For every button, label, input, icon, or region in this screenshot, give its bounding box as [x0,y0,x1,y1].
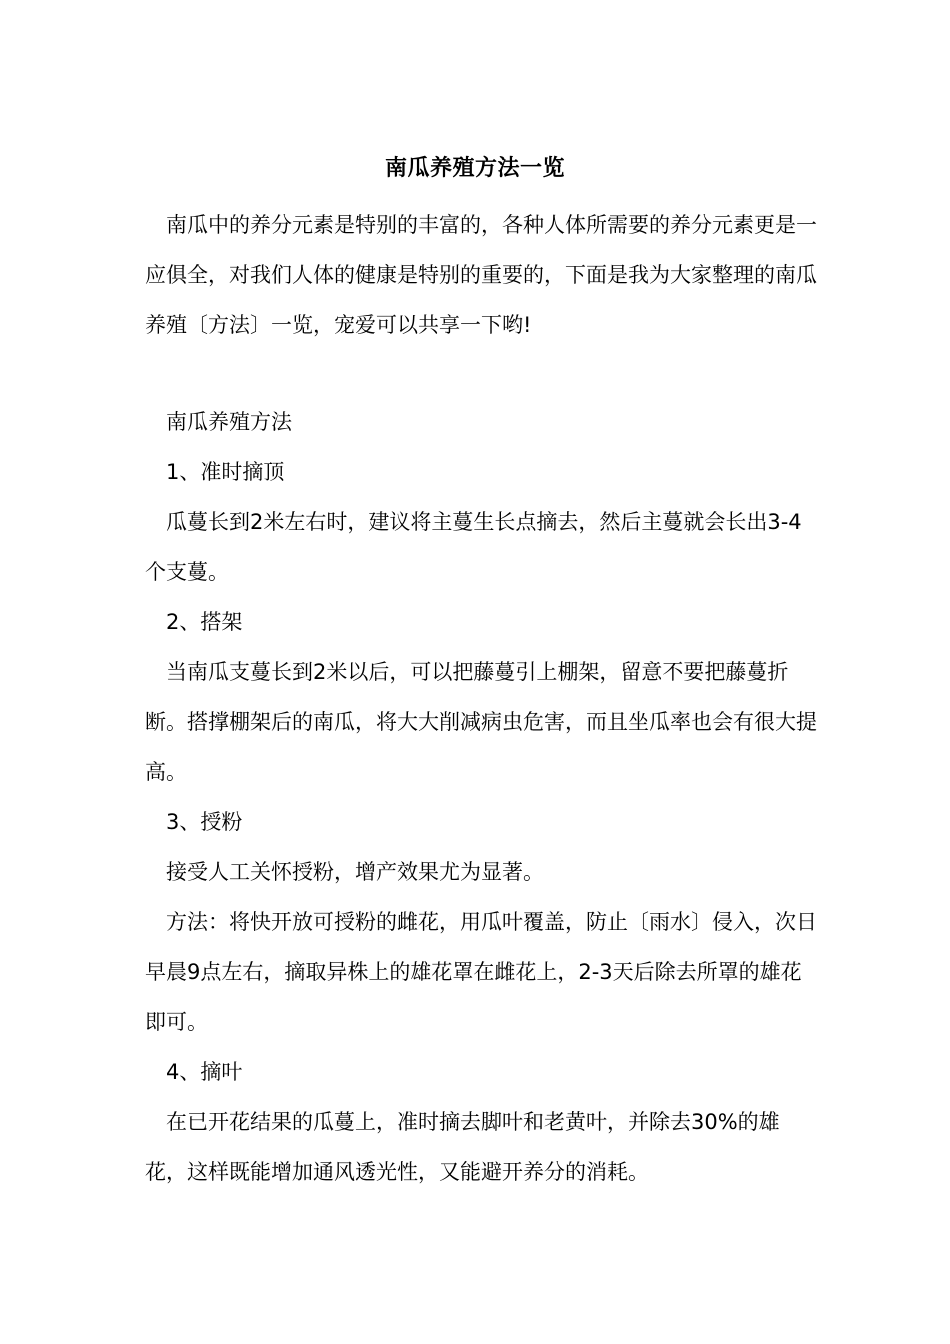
section-paragraph-3a [145,847,817,897]
section-heading-text: 3、授粉 [166,810,243,834]
section-paragraph-1 [145,497,817,597]
intro-text: 南瓜中的养分元素是特别的丰富的，各种人体所需要的养分元素更是一应俱全，对我们人体的健康是特别的重要的，下面是我为大家整理的南瓜养殖〔方法〕一览，宠爱可以共享一下哟! [145,213,817,337]
paragraph-text: 在已开花结果的瓜蔓上，准时摘去脚叶和老黄叶，并除去30%的雄花，这样既能增加通风透光性，又能避开养分的消耗。 [145,1110,780,1184]
paragraph-text: 当南瓜支蔓长到2米以后，可以把藤蔓引上棚架，留意不要把藤蔓折断。搭撑棚架后的南瓜，将大大削减病虫危害，而且坐瓜率也会有很大提高。 [145,660,817,784]
document-title: 南瓜养殖方法一览 [384,156,565,181]
section-heading-3 [145,797,817,847]
section-heading-text: 4、摘叶 [166,1060,243,1084]
paragraph-text: 瓜蔓长到2米左右时，建议将主蔓生长点摘去，然后主蔓就会长出3-4个支蔓。 [145,510,802,584]
intro-paragraph [145,200,817,350]
section-heading-4 [145,1047,817,1097]
section-heading-text: 2、搭架 [166,610,243,634]
section-heading-text: 1、准时摘顶 [166,460,285,484]
section-title [145,397,817,447]
paragraph-text: 方法：将快开放可授粉的雌花，用瓜叶覆盖，防止〔雨水〕侵入，次日早晨9点左右，摘取异株上的雄花罩在雌花上，2-3天后除去所罩的雄花即可。 [145,910,817,1034]
section-heading-1 [145,447,817,497]
section-paragraph-2 [145,647,817,797]
section-heading-2 [145,597,817,647]
section-paragraph-3b [145,897,817,1047]
section-title-text: 南瓜养殖方法 [166,410,292,434]
section-paragraph-4 [145,1097,817,1197]
paragraph-text: 接受人工关怀授粉，增产效果尤为显著。 [166,860,544,884]
